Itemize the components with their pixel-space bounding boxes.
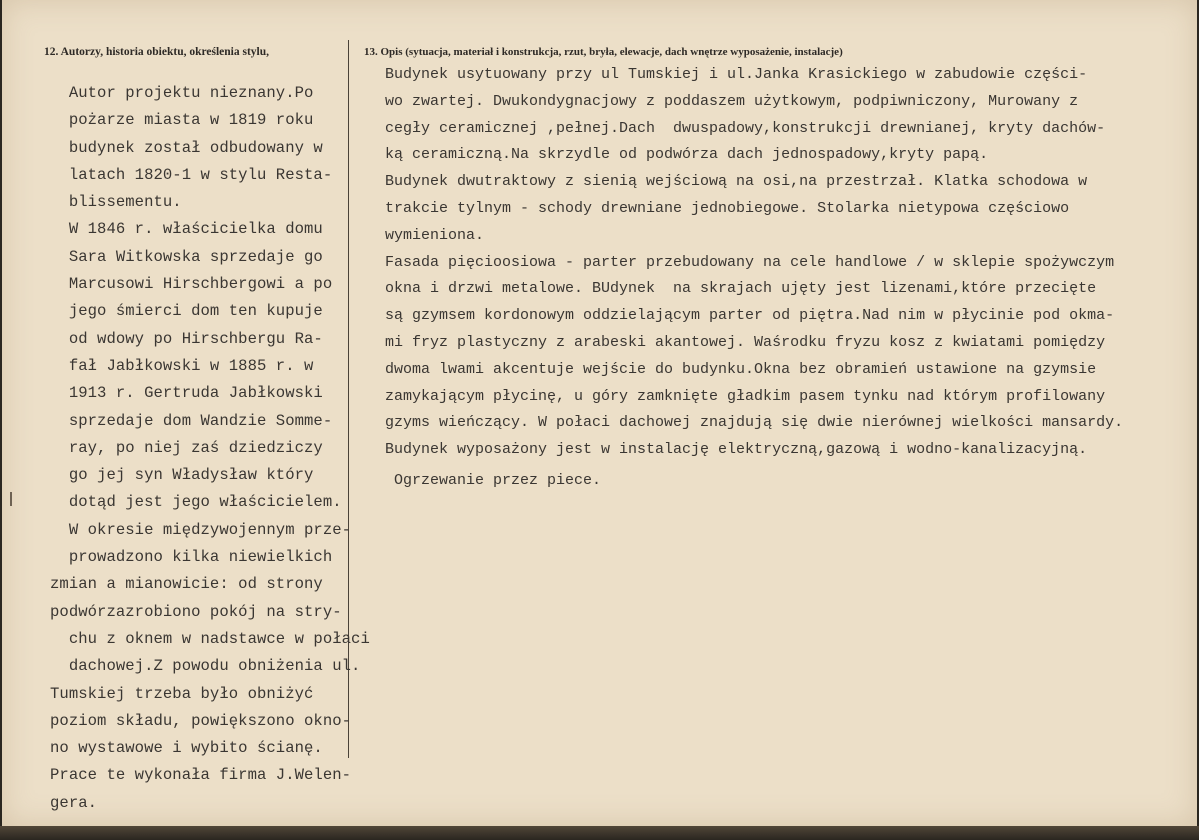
text-line: Sara Witkowska sprzedaje go [50, 247, 323, 266]
text-line: gzyms wieńczący. W połaci dachowej znajdują się dwie nierównej wielkości mansardy. [385, 414, 1124, 432]
text-line: W 1846 r. właścicielka domu [50, 220, 323, 239]
text-line: jego śmierci dom ten kupuje [50, 302, 323, 321]
text-line: Budynek usytuowany przy ul Tumskiej i ul.Janka Krasickiego w zabudowie części- [385, 66, 1088, 83]
text-line: dwoma lwami akcentuje wejście do budynku.Okna bez obramień ustawione na gzymsie [385, 360, 1097, 378]
text-line: poziom składu, powiększono okno- [50, 711, 352, 730]
text-line: no wystawowe i wybito ścianę. [50, 739, 323, 758]
text-line: podwórzazrobiono pokój na stry- [50, 602, 342, 621]
text-line: wymieniona. [385, 226, 485, 244]
history-text [50, 80, 370, 817]
text-line: pożarze miasta w 1819 roku [50, 111, 314, 130]
text-line: cegły ceramicznej ,pełnej.Dach dwuspadowy,konstrukcji drewnianej, kryty dachów- [385, 119, 1106, 137]
text-line: zmian a mianowicie: od strony [50, 575, 323, 594]
text-line: Budynek dwutraktowy z sienią wejściową na osi,na przestrzał. Klatka schodowa w [385, 173, 1088, 191]
text-line: Autor projektu nieznany.Po [50, 84, 314, 102]
text-line: budynek został odbudowany w [50, 138, 323, 157]
text-line: fał Jabłkowski w 1885 r. w [50, 356, 314, 375]
closing-line: Ogrzewanie przez piece. [385, 471, 602, 489]
text-line: dotąd jest jego właścicielem. [50, 493, 342, 512]
text-line: ką ceramiczną.Na skrzydle od podwórza dach jednospadowy,kryty papą. [385, 146, 989, 164]
text-line: Prace te wykonała firma J.Welen- [50, 766, 352, 785]
text-line: blissementu. [50, 193, 182, 212]
text-line: ray, po niej zaś dziedziczy [50, 438, 323, 457]
text-line: Tumskiej trzeba było obniżyć [50, 684, 314, 703]
text-line: okna i drzwi metalowe. BUdynek na skrajach ujęty jest lizenami,które przecięte [385, 280, 1097, 298]
right-section-header: 13. Opis (sytuacja, materiał i konstrukcja, rzut, bryła, elewacje, dach wnętrze wyposażenie, instalacje) [364, 46, 843, 58]
text-line: mi fryz plastyczny z arabeski akantowej. Waśrodku fryzu kosz z kwiatami pomiędzy [385, 333, 1106, 351]
text-line: chu z oknem w nadstawce w połaci [50, 629, 370, 648]
text-line: od wdowy po Hirschbergu Ra- [50, 329, 323, 348]
text-line: sprzedaje dom Wandzie Somme- [50, 411, 333, 430]
text-line: zamykającym płycinę, u góry zamknięte gładkim pasem tynku nad którym profilowany [385, 387, 1106, 405]
text-line: Fasada pięcioosiowa - parter przebudowany na cele handlowe / w sklepie spożywczym [385, 253, 1115, 271]
text-line: dachowej.Z powodu obniżenia ul. [50, 657, 361, 676]
text-line: trakcie tylnym - schody drewniane jednobiegowe. Stolarka nietypowa częściowo [385, 199, 1070, 217]
scan-bottom-edge [0, 826, 1199, 840]
left-section-header: 12. Autorzy, historia obiektu, określenia stylu, [44, 46, 270, 58]
text-line: go jej syn Władysław który [50, 466, 314, 485]
text-line: wo zwartej. Dwukondygnacjowy z poddaszem użytkowym, podpiwniczony, Murowany z [385, 92, 1079, 110]
text-line: prowadzono kilka niewielkich [50, 548, 333, 567]
text-line: Marcusowi Hirschbergowi a po [50, 275, 333, 294]
document-sheet [2, 0, 1197, 826]
text-line: latach 1820-1 w stylu Resta- [50, 165, 333, 184]
text-line: gera. [50, 793, 98, 812]
text-line: Budynek wyposażony jest w instalację elektryczną,gazową i wodno-kanalizacyjną. [385, 441, 1088, 459]
text-line: są gzymsem kordonowym oddzielającym parter od piętra.Nad nim w płycinie pod okma- [385, 307, 1115, 325]
text-line: W okresie międzywojennym prze- [50, 520, 352, 539]
description-text [385, 62, 1123, 495]
edge-mark [10, 492, 12, 506]
text-line: 1913 r. Gertruda Jabłkowski [50, 384, 323, 403]
